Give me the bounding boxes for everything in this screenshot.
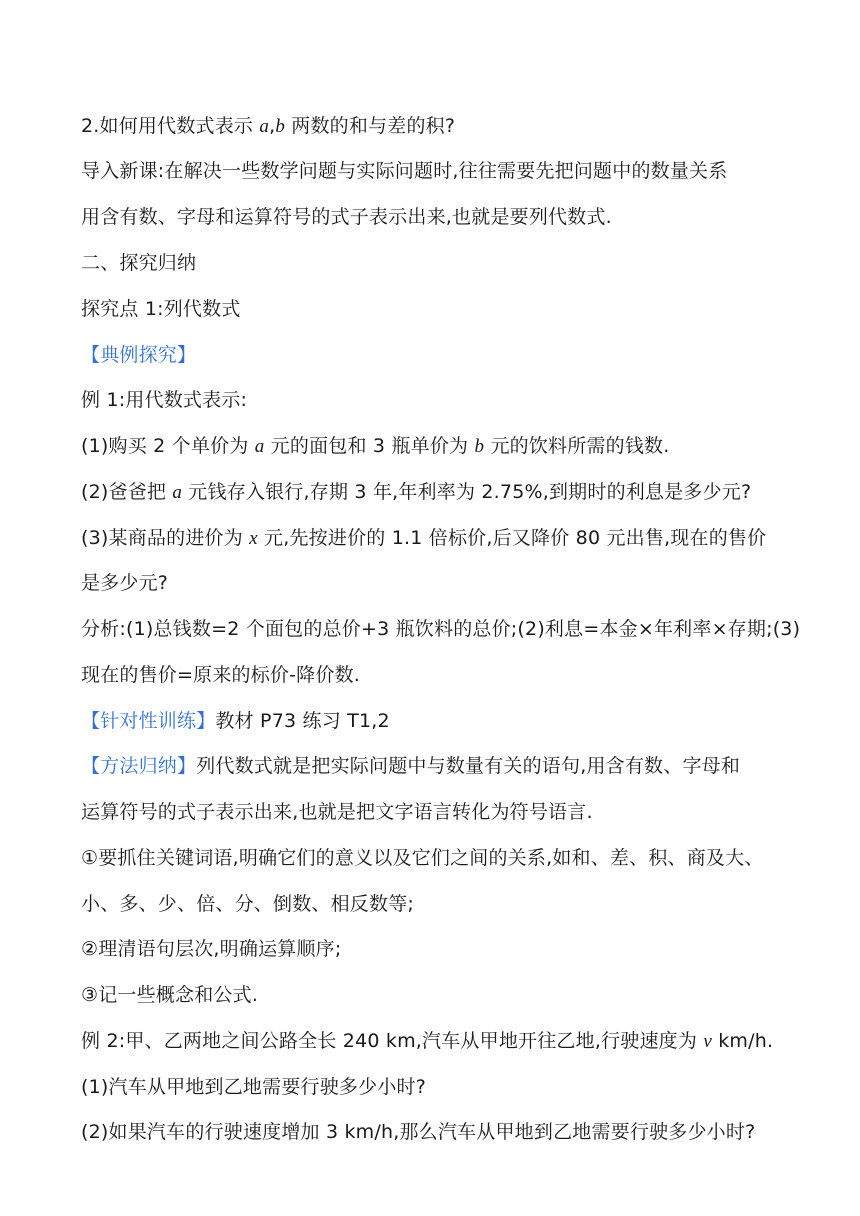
variable-b: b [275,116,286,137]
text: 例 2:甲、乙两地之间公路全长 240 km,汽车从甲地开往乙地,行驶速度为 [81,1030,704,1052]
variable-a: a [254,436,265,457]
analysis-line-2: 现在的售价=原来的标价-降价数. [81,664,361,686]
example-2-title [81,1028,800,1055]
example-tag: 【典例探究】 [81,344,197,366]
text: (3)某商品的进价为 [81,527,250,549]
example-1-title: 例 1:用代数式表示: [81,389,248,411]
example-1-part-2 [81,479,800,506]
tip-1-line-1: ①要抓住关键词语,明确它们的意义以及它们之间的关系,如和、差、积、商及大、 [81,847,764,869]
text: (2)爸爸把 [81,481,173,503]
method-tag: 【方法归纳】 [81,755,197,777]
text: , [269,115,276,137]
text: 两数的和与差的积? [285,115,456,137]
training-text: 教材 P73 练习 T1,2 [215,710,390,732]
method-line-2: 运算符号的式子表示出来,也就是把文字语言转化为符号语言. [81,801,593,823]
method-line-1 [81,753,800,779]
intro-line-2: 用含有数、字母和运算符号的式子表示出来,也就是要列代数式. [81,206,612,228]
text: (1)购买 2 个单价为 [81,435,255,457]
intro-line-1: 导入新课:在解决一些数学问题与实际问题时,往往需要先把问题中的数量关系 [81,160,728,182]
text: 元钱存入银行,存期 3 年,年利率为 2.75%,到期时的利息是多少元? [182,481,752,503]
training-tag: 【针对性训练】 [81,710,216,732]
subsection-heading: 探究点 1:列代数式 [81,298,241,320]
tip-1-line-2: 小、多、少、倍、分、倒数、相反数等; [81,893,415,915]
text: 元的饮料所需的钱数. [484,435,670,457]
section-heading: 二、探究归纳 [81,252,197,274]
tip-3: ③记一些概念和公式. [81,984,259,1006]
text: 元,先按进价的 1.1 倍标价,后又降价 80 元出售,现在的售价 [257,527,767,549]
variable-v: v [703,1031,712,1052]
example-1-part-3 [81,525,800,552]
training-line [81,708,800,734]
question-2-line [81,113,800,140]
variable-a: a [172,482,183,503]
example-2-part-2: (2)如果汽车的行驶速度增加 3 km/h,那么汽车从甲地到乙地需要行驶多少小时? [81,1121,756,1143]
variable-x: x [249,528,258,549]
example-1-part-1 [81,433,800,460]
example-2-part-1: (1)汽车从甲地到乙地需要行驶多少小时? [81,1076,426,1098]
text: km/h. [711,1030,774,1052]
variable-a: a [259,116,270,137]
variable-b: b [474,436,485,457]
analysis-line-1: 分析:(1)总钱数=2 个面包的总价+3 瓶饮料的总价;(2)利息=本金×年利率×存期;(3) [81,618,801,640]
method-text: 列代数式就是把实际问题中与数量有关的语句,用含有数、字母和 [196,755,741,777]
text: 2.如何用代数式表示 [81,115,260,137]
tip-2: ②理清语句层次,明确运算顺序; [81,938,342,960]
text: 元的面包和 3 瓶单价为 [264,435,475,457]
example-1-part-3-cont: 是多少元? [81,572,169,594]
